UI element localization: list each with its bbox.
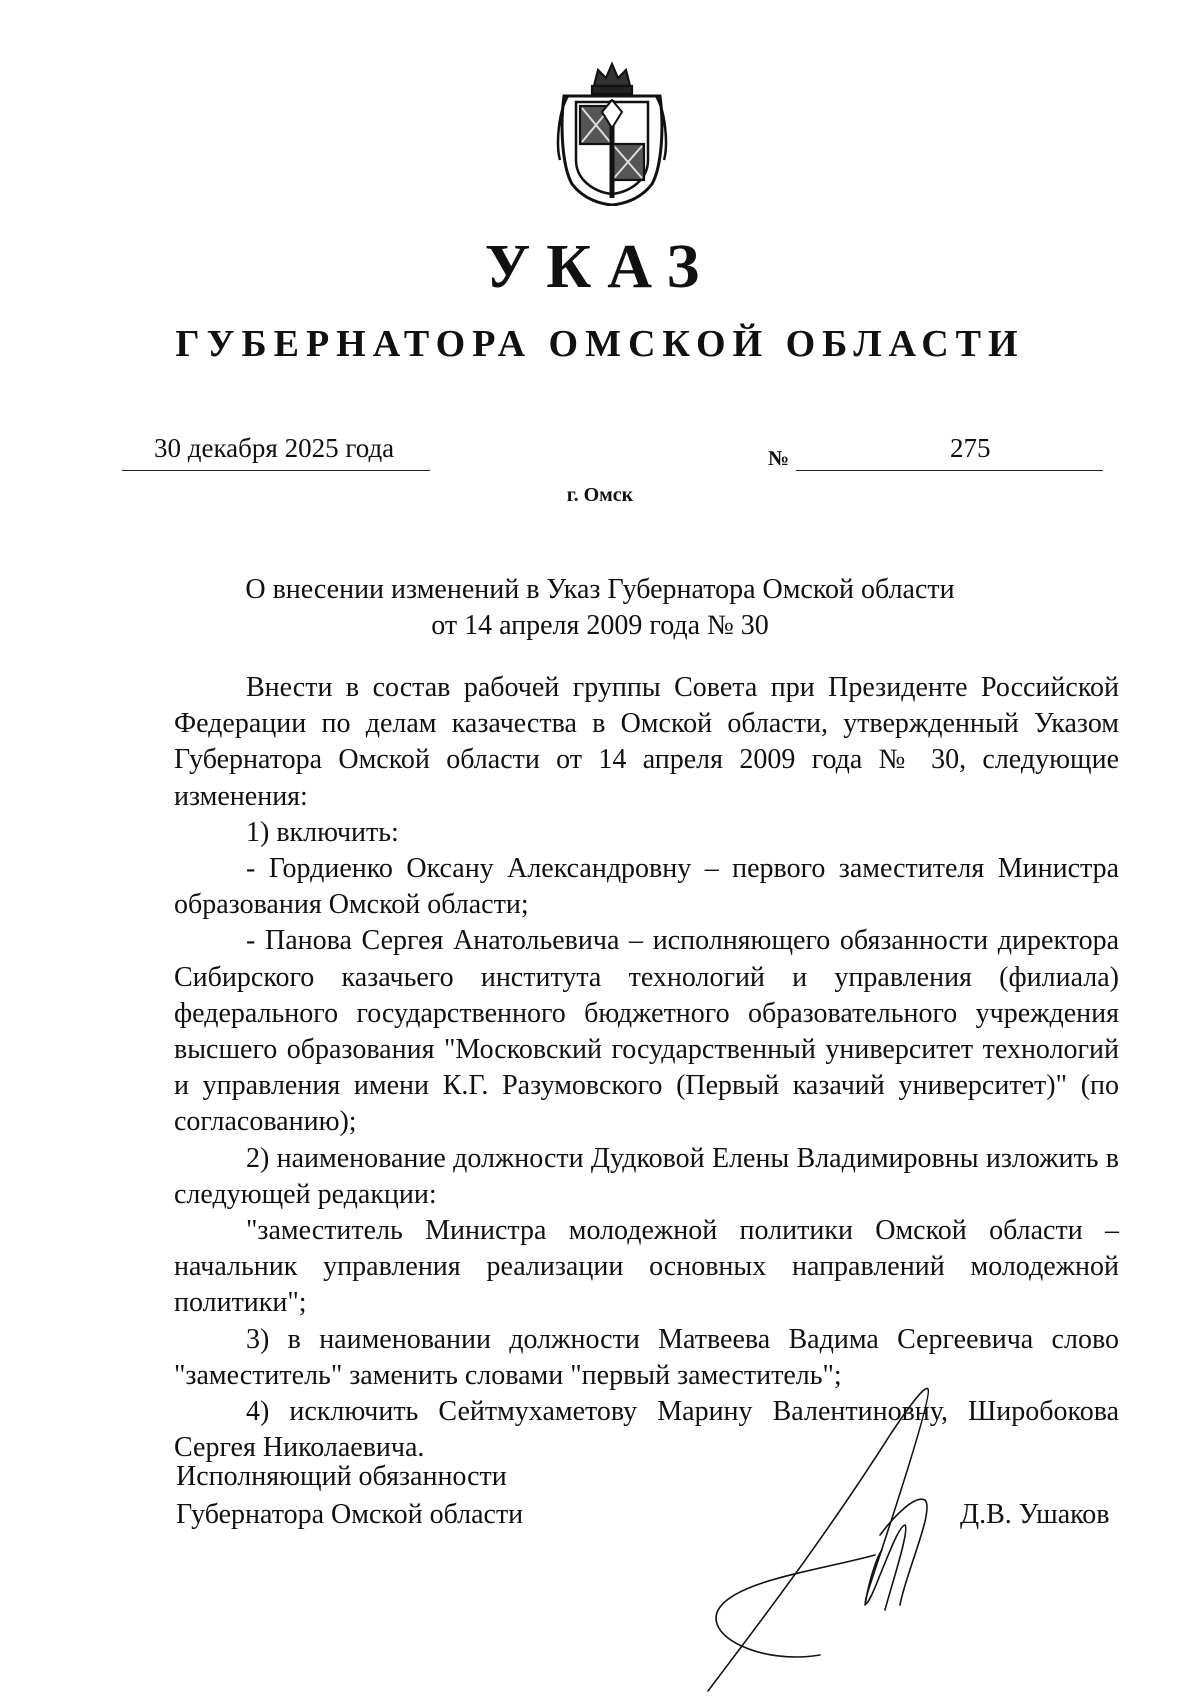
subject-line: от 14 апреля 2009 года № 30 bbox=[431, 610, 769, 641]
number-field bbox=[796, 430, 1103, 471]
body-paragraph: Внести в состав рабочей группы Совета при Президенте Российской Федерации по делам казачества в Омской области, утвержденный Указом Губернатора Омской области от 14 апреля 2009 года № 30, следующие изменения: bbox=[174, 672, 1119, 812]
document-title: УКАЗ bbox=[484, 233, 716, 301]
body-paragraph: - Гордиенко Оксану Александровну – первого заместителя Министра образования Омской области; bbox=[174, 853, 1119, 921]
handwritten-signature-icon bbox=[700, 1375, 1000, 1695]
body-paragraph: 3) в наименовании должности Матвеева Вадима Сергеевича слово "заместитель" заменить словами "первый заместитель"; bbox=[174, 1323, 1119, 1391]
subject-line: О внесении изменений в Указ Губернатора Омской области bbox=[245, 574, 955, 605]
decree-body bbox=[174, 670, 1119, 1466]
date-field bbox=[122, 430, 430, 471]
city: г. Омск bbox=[566, 484, 634, 506]
body-paragraph: "заместитель Министра молодежной политики Омской области – начальник управления реализации основных направлений молодежной политики"; bbox=[174, 1215, 1119, 1319]
signer-position bbox=[176, 1458, 523, 1534]
coat-of-arms-icon bbox=[554, 56, 670, 206]
signer-position-line: Губернатора Омской области bbox=[176, 1499, 524, 1530]
decree-number: 275 bbox=[950, 433, 991, 463]
document-subtitle: ГУБЕРНАТОРА ОМСКОЙ ОБЛАСТИ bbox=[175, 323, 1025, 365]
signer-position-line: Исполняющий обязанности bbox=[176, 1461, 507, 1492]
body-paragraph: - Панова Сергея Анатольевича – исполняющего обязанности директора Сибирского казачьего института технологий и управления (филиала) федерального государственного бюджетного образовательного учреждения высшего образования "Московский государственный университет технологий и управления имени К.Г. Разумовского (Первый казачий университет)" (по согласованию); bbox=[174, 925, 1119, 1138]
number-label: № bbox=[768, 446, 790, 470]
body-paragraph: 1) включить: bbox=[246, 816, 399, 848]
body-paragraph: 2) наименование должности Дудковой Елены Владимировны изложить в следующей редакции: bbox=[174, 1142, 1119, 1210]
body-paragraph: 4) исключить Сейтмухаметову Марину Валентиновну, Широбокова Сергея Николаевича. bbox=[174, 1396, 1119, 1464]
decree-subject bbox=[0, 572, 1200, 644]
decree-date: 30 декабря 2025 года bbox=[154, 433, 395, 463]
signer-name: Д.В. Ушаков bbox=[960, 1499, 1110, 1530]
